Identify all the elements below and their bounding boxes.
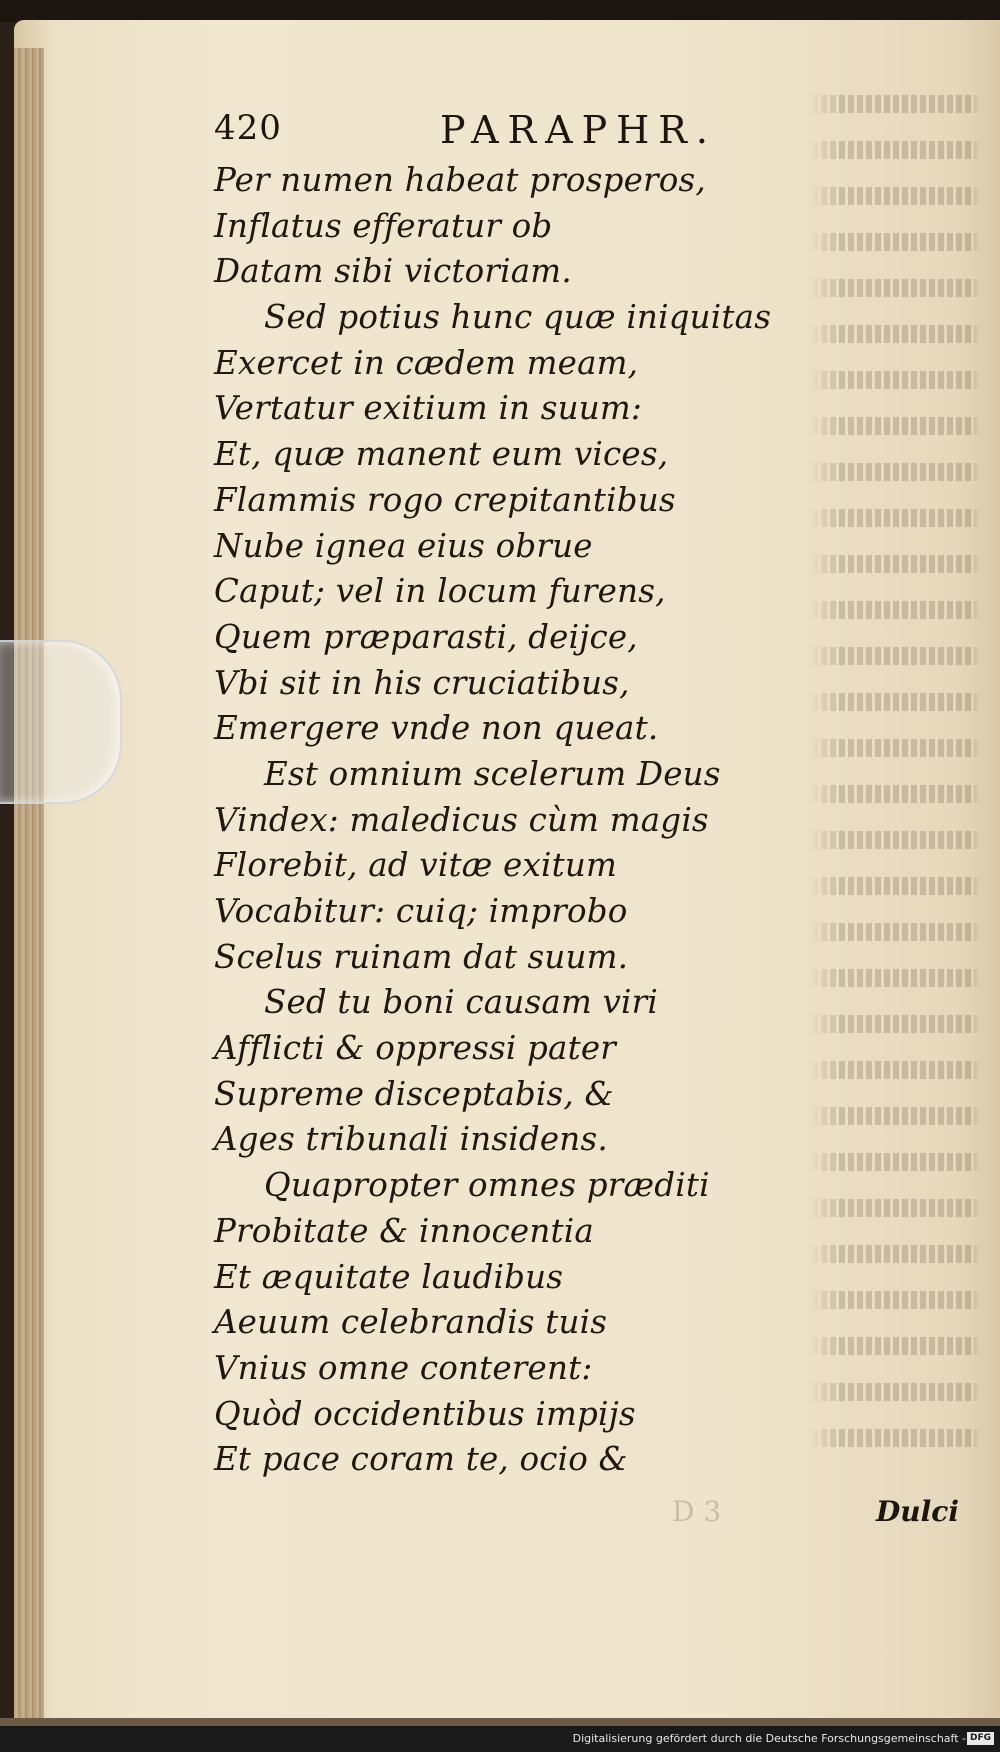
- show-through-text: [810, 95, 980, 1515]
- verse-line: Afflicti & oppressi pater: [214, 1029, 617, 1068]
- verse-line: Et pace coram te, ocio &: [214, 1440, 628, 1479]
- verse-line: Vertatur exitium in suum:: [214, 389, 643, 428]
- page-bottom-edge: [0, 1718, 1000, 1726]
- verse-line: Probitate & innocentia: [214, 1211, 594, 1250]
- running-head: PARAPHR.: [440, 108, 717, 152]
- page-number: 420: [214, 108, 282, 148]
- verse-line: Vindex: maledicus cùm magis: [214, 800, 709, 839]
- verse-line: Scelus ruinam dat suum.: [214, 937, 629, 976]
- verse-line: Quòd occidentibus impijs: [214, 1394, 636, 1433]
- signature-mark: D 3: [672, 1495, 722, 1528]
- verse-line: Nube ignea eius obrue: [214, 526, 593, 565]
- page-edge-stack: [14, 48, 44, 1748]
- digitization-footer: [0, 1726, 1000, 1752]
- bookmark-clip: [0, 640, 122, 804]
- verse-line: Aeuum celebrandis tuis: [214, 1303, 608, 1342]
- verse-line: Vocabitur: cuiq; improbo: [214, 892, 628, 930]
- verse-line: Sed tu boni causam viri: [264, 983, 658, 1022]
- verse-line: Et, quæ manent eum vices,: [214, 435, 669, 474]
- verse-line: Supreme disceptabis, &: [214, 1074, 614, 1113]
- verse-line: Quapropter omnes præditi: [264, 1166, 710, 1205]
- verse-line: Vbi sit in his cruciatibus,: [214, 663, 630, 702]
- verse-line: Datam sibi victoriam.: [214, 252, 572, 291]
- verse-line: Quem præparasti, deijce,: [214, 617, 638, 656]
- verse-line: Per numen habeat prosperos,: [214, 161, 706, 199]
- verse-line: Sed potius hunc quæ iniquitas: [264, 298, 772, 337]
- footer-credit: Digitalisierung gefördert durch die Deutsche Forschungsgemeinschaft -: [572, 1732, 966, 1745]
- verse-line: Et æquitate laudibus: [214, 1257, 564, 1296]
- book-top-edge: [0, 0, 1000, 22]
- verse-line: Inflatus efferatur ob: [214, 206, 553, 245]
- verse-text: [214, 158, 814, 1483]
- verse-line: Caput; vel in locum furens,: [214, 572, 666, 611]
- page-header: [214, 108, 814, 158]
- verse-line: Emergere vnde non queat.: [214, 709, 659, 748]
- verse-line: Est omnium scelerum Deus: [264, 754, 721, 793]
- dfg-logo: DFG: [967, 1732, 994, 1745]
- verse-line: Ages tribunali insidens.: [214, 1120, 608, 1159]
- catchword: Dulci: [876, 1495, 959, 1528]
- verse-line: Florebit, ad vitæ exitum: [214, 846, 617, 885]
- verse-line: Exercet in cædem meam,: [214, 343, 639, 382]
- verse-line: Vnius omne conterent:: [214, 1348, 593, 1387]
- verse-line: Flammis rogo crepitantibus: [214, 480, 676, 519]
